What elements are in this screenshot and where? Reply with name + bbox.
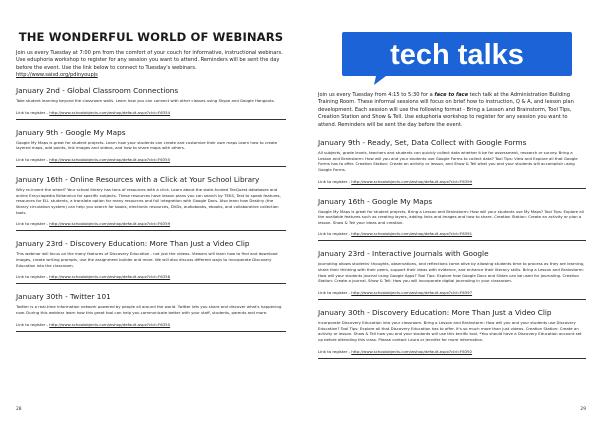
- tech-talks-logo: [340, 30, 574, 86]
- webinar-session: [16, 86, 286, 120]
- session-title: January 2nd - Global Classroom Connections: [16, 86, 179, 96]
- register-line: [16, 221, 286, 226]
- register-link[interactable]: http://www.schoolobjects.com/wshop/default.aspx?cId=F6358: [49, 274, 171, 280]
- session-description: Incorporate Discovery Education into your classroom. Bring a Lesson and Brainstorm: How will you and your students use Discovery Education? Tool Tips: Explore all that Discovery Education has to offer. It's so much more than just videos. Creation Station: Create an activity or lesson. Show & Tell how you and your students will use this terrific tool. *You should have a Discovery Education account set up before attending this class. Please contact Laura or Jennifer for more information.: [318, 320, 582, 343]
- register-label: Link to register -: [16, 157, 50, 163]
- register-link[interactable]: http://www.schoolobjects.com/wshop/default.aspx?cId=F6392: [351, 348, 473, 354]
- register-line: [318, 231, 586, 236]
- page-number: 28: [16, 407, 22, 412]
- intro-part-1: Join us every Tuesday from 4:15 to 5:30 for a: [318, 92, 435, 98]
- divider: [16, 119, 286, 120]
- register-label: Link to register -: [318, 290, 352, 296]
- session-description: Why re-invent the wheel? Your school library has tons of resources with a click. Learn about the state-funded TexQuest databases and online Encyclopedia Britannica for specific subjects. These resources have lesson plans you can search by TEKS, Text to speak features, resources for ELL students, a translate option for many resources and full integration with Google Docs. Also learn how Destiny (the library circulation system) can help you search for books, electronic resources, DVDs, audiobooks, ebooks, and collaborative collection tools.: [16, 187, 281, 215]
- session-title: January 23rd - Interactive Journals with Google: [318, 249, 489, 259]
- divider: [16, 230, 286, 231]
- register-line: [16, 110, 286, 115]
- register-label: Link to register -: [16, 321, 50, 327]
- session-description: Google My Maps is great for student projects. Bring a Lesson and Brainstorm: How will your students use My Maps? Tool Tips: Explore all the available features such as creating layers, adding links and images and how to share. Creation Station: Create an activity or plan a lesson. Show & Tell your ideas and creation.: [318, 208, 584, 225]
- session-description: Journaling allows students' thoughts, observations, and reflections come alive by allowing students time to process as they are learning, share their thinking with their peers, support their ideas with evidence, and enhance their literacy skills. Bring a Lesson and Brainstorm: How will your students journal using Google Apps? Tool Tips: Explore how Google Docs and Slides can be used for journaling. Creation Station: Create a journal. Show & Tell: How you will incorporate digital journaling in your classroom.: [318, 261, 585, 284]
- session-title: January 9th - Google My Maps: [16, 127, 126, 137]
- tech-talk-session-list: [318, 138, 586, 359]
- webinars-intro: Join us every Tuesday at 7:00 pm from the comfort of your couch for informative, instructional webinars. Use eduphoria workshop to register for any session you want to attend. Reminders will be sent the day before the event. Use the link below to connect to Tuesday's webinars.: [16, 50, 283, 71]
- session-title: January 30th - Twitter 101: [16, 292, 111, 302]
- session-title: January 16th - Google My Maps: [318, 196, 433, 206]
- speech-bubble-logo: [340, 30, 574, 86]
- divider: [318, 240, 586, 241]
- logo-wordmark: tech talks: [390, 39, 524, 71]
- session-description: Google My Maps is great for student projects. Learn how your students can create and customize their own maps Learn how to create layered maps, add points, link images and videos, and how to share maps with others.: [16, 139, 278, 151]
- webinar-session: [16, 175, 286, 231]
- divider: [16, 283, 286, 284]
- webinar-session: [16, 239, 286, 284]
- register-link[interactable]: http://www.schoolobjects.com/wshop/default.aspx?cId=F6355: [49, 157, 171, 163]
- tech-talk-session: [318, 308, 586, 359]
- tech-talk-session: [318, 249, 586, 300]
- divider: [318, 188, 586, 189]
- tech-talk-session: [318, 138, 586, 189]
- register-link[interactable]: http://www.schoolobjects.com/wshop/default.aspx?cId=F6391: [351, 231, 473, 237]
- session-description: Twitter is a real-time information network powered by people all around the world. Twitter lets you share and discover what's happening now. During this webinar learn how this great tool can help you communicate better with your staff, students, parents and more.: [16, 304, 282, 315]
- register-line: [318, 349, 586, 354]
- register-label: Link to register -: [318, 348, 352, 354]
- session-title: January 23rd - Discovery Education: More Than Just a Video Clip: [16, 239, 250, 249]
- register-link[interactable]: http://www.schoolobjects.com/wshop/default.aspx?cId=F6359: [49, 221, 171, 227]
- right-page: [300, 0, 600, 424]
- register-link[interactable]: http://www.schoolobjects.com/wshop/default.aspx?cId=F6397: [351, 290, 473, 296]
- register-link[interactable]: http://www.schoolobjects.com/wshop/default.aspx?cId=F6354: [49, 109, 171, 115]
- register-link[interactable]: http://www.schoolobjects.com/wshop/default.aspx?cId=F6399: [351, 178, 473, 184]
- register-label: Link to register -: [16, 109, 50, 115]
- webinars-title: THE WONDERFUL WORLD OF WEBINARS: [18, 30, 284, 44]
- intro-part-2: tech talk at the Administration Building Training Room. These informal sessions will focus on brief how to instruction, Q & A, and lesson plan development. Each session will use the following format - Bring a Lesson and Brainstorm, Tool Tips, Creation Station and Show & Tell. Use eduphoria workshop to register for any session you want to attend. Reminders will be sent the day before the event.: [318, 92, 574, 128]
- register-line: [16, 322, 286, 327]
- webinar-session: [16, 128, 286, 167]
- register-label: Link to register -: [318, 178, 352, 184]
- tech-talks-intro: [318, 92, 586, 129]
- tech-talk-session: [318, 197, 586, 242]
- webinar-session: [16, 292, 286, 331]
- session-title: January 16th - Online Resources with a Click at Your School Library: [16, 175, 260, 185]
- divider: [318, 358, 586, 359]
- register-label: Link to register -: [16, 274, 50, 280]
- register-label: Link to register -: [16, 221, 50, 227]
- session-description: This webinar will focus on the many features of Discovery Education - not just the videos. Viewers will learn how to find and download images, create writing prompts, use the assignment builder and more. We will also discuss different ways to incorporate Discovery Education into the classroom.: [16, 251, 278, 268]
- register-line: [16, 157, 286, 162]
- divider: [318, 299, 586, 300]
- page-number: 29: [580, 407, 586, 412]
- divider: [16, 166, 286, 167]
- webinars-connect-link[interactable]: http://www.saisd.org/pdinyoupjs: [16, 72, 98, 79]
- session-title: January 30th - Discovery Education: More Than Just a Video Clip: [318, 308, 552, 318]
- intro-emphasis: face to face: [434, 92, 469, 98]
- session-title: January 9th - Ready, Set, Data Collect with Google Forms: [318, 137, 527, 147]
- session-description: Take student learning beyond the classroom walls. Learn how you can connect with other classes using Skype and Google Hangouts.: [16, 98, 275, 104]
- register-label: Link to register -: [318, 231, 352, 237]
- register-line: [318, 179, 586, 184]
- register-line: [16, 274, 286, 279]
- divider: [16, 331, 286, 332]
- register-line: [318, 290, 586, 295]
- register-link[interactable]: http://www.schoolobjects.com/wshop/default.aspx?cId=F6355: [49, 321, 171, 327]
- session-description: All subjects, grade levels, teachers and students can quickly collect data whether it be for assessment, research or survey. Bring a Lesson and Brainstorm: How will you and your students use Google Forms to collect data? Tool Tips: View and Explore all that Google Forms has to offer. Creation Station: Create an activity or lesson, and Show & Tell what you and your students will accomplish using Google Forms.: [318, 149, 578, 172]
- webinar-session-list: [16, 86, 286, 332]
